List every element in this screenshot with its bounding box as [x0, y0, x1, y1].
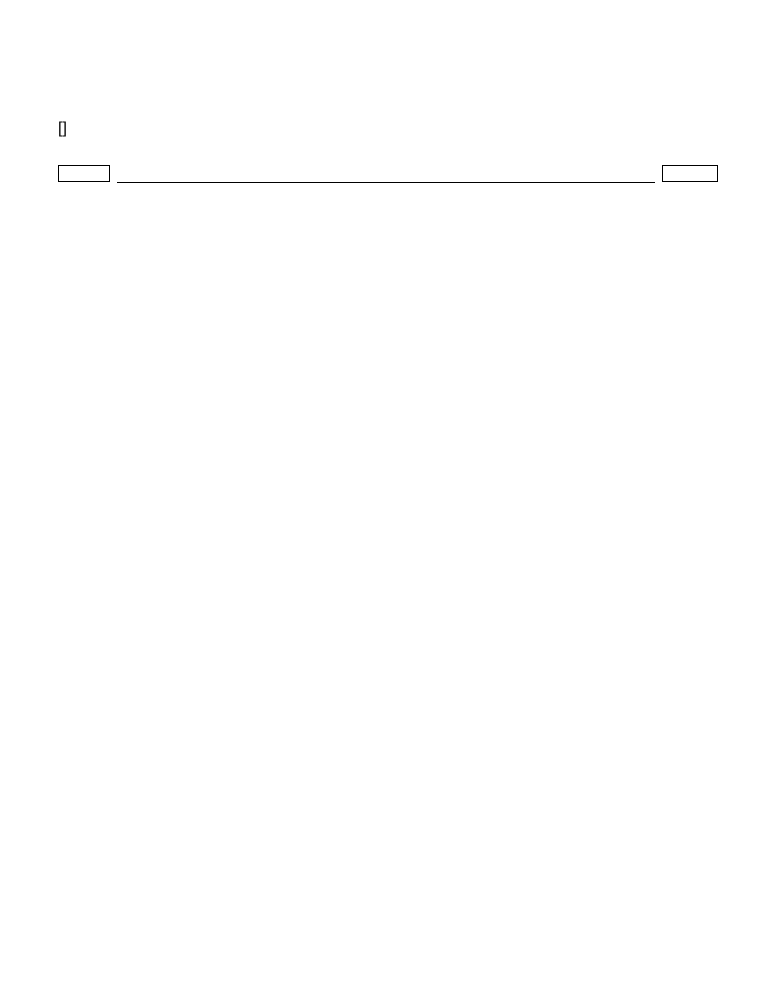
fascia-table — [662, 165, 718, 182]
code-header — [59, 166, 110, 182]
fascia-header — [663, 166, 718, 182]
description-column — [117, 165, 655, 183]
description-header — [117, 165, 655, 183]
codes-table — [58, 165, 110, 182]
instruction-note: [] — [58, 120, 67, 137]
